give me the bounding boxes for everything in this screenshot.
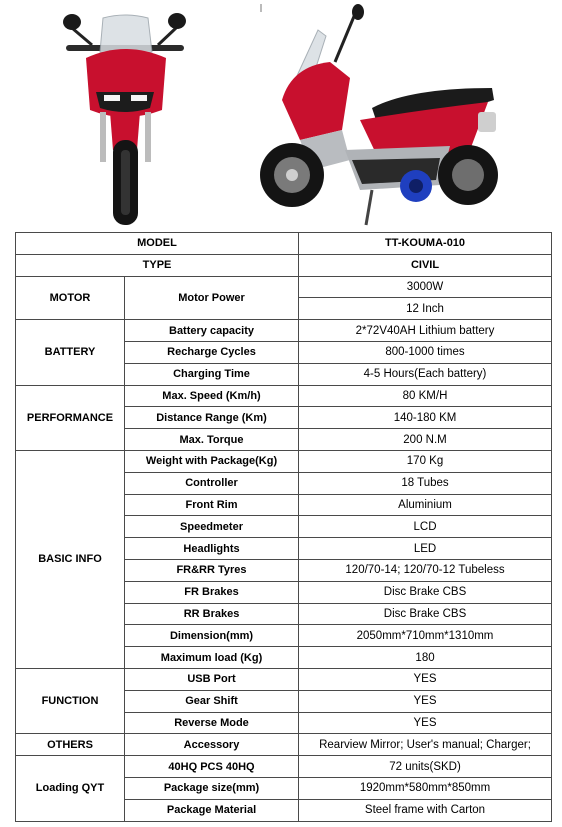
- table-row: [16, 320, 552, 342]
- spec-value: 2*72V40AH Lithium battery: [299, 320, 552, 342]
- spec-value: Disc Brake CBS: [299, 603, 552, 625]
- table-row: [16, 385, 552, 407]
- spec-value: 120/70-14; 120/70-12 Tubeless: [299, 559, 552, 581]
- product-photos: [0, 0, 562, 230]
- electric-scooter-side-photo: [260, 4, 498, 225]
- section-label: Loading QYT: [16, 756, 125, 821]
- spec-label: Distance Range (Km): [125, 407, 299, 429]
- spec-value: 800-1000 times: [299, 341, 552, 363]
- spec-label: Charging Time: [125, 363, 299, 385]
- table-row: [16, 233, 552, 255]
- spec-value: 18 Tubes: [299, 472, 552, 494]
- table-row: [16, 254, 552, 276]
- spec-table: [15, 232, 552, 822]
- section-label: OTHERS: [16, 734, 125, 756]
- spec-value: Steel frame with Carton: [299, 799, 552, 821]
- spec-value: YES: [299, 712, 552, 734]
- spec-value: 200 N.M: [299, 429, 552, 451]
- spec-value: 4-5 Hours(Each battery): [299, 363, 552, 385]
- spec-label: Maximum load (Kg): [125, 647, 299, 669]
- spec-label: FR&RR Tyres: [125, 559, 299, 581]
- spec-value: 2050mm*710mm*1310mm: [299, 625, 552, 647]
- spec-value: 140-180 KM: [299, 407, 552, 429]
- spec-label: Package size(mm): [125, 777, 299, 799]
- spec-value: LCD: [299, 516, 552, 538]
- spec-value: 180: [299, 647, 552, 669]
- spec-label: RR Brakes: [125, 603, 299, 625]
- model-value: TT-KOUMA-010: [299, 233, 552, 255]
- table-row: [16, 276, 552, 298]
- table-row: [16, 756, 552, 778]
- spec-label: Weight with Package(Kg): [125, 450, 299, 472]
- type-value: CIVIL: [299, 254, 552, 276]
- section-label: MOTOR: [16, 276, 125, 320]
- spec-label: USB Port: [125, 668, 299, 690]
- spec-value: 72 units(SKD): [299, 756, 552, 778]
- spec-label: Max. Torque: [125, 429, 299, 451]
- type-label: TYPE: [16, 254, 299, 276]
- spec-label: Recharge Cycles: [125, 341, 299, 363]
- spec-label: Battery capacity: [125, 320, 299, 342]
- spec-value: Disc Brake CBS: [299, 581, 552, 603]
- spec-label: Motor Power: [125, 276, 299, 320]
- spec-label: Gear Shift: [125, 690, 299, 712]
- spec-value: LED: [299, 538, 552, 560]
- table-row: [16, 668, 552, 690]
- spec-label: 40HQ PCS 40HQ: [125, 756, 299, 778]
- model-label: MODEL: [16, 233, 299, 255]
- spec-value: YES: [299, 690, 552, 712]
- spec-label: Accessory: [125, 734, 299, 756]
- spec-value: Rearview Mirror; User's manual; Charger;: [299, 734, 552, 756]
- spec-value: YES: [299, 668, 552, 690]
- table-row: [16, 734, 552, 756]
- spec-label: Controller: [125, 472, 299, 494]
- spec-label: Reverse Mode: [125, 712, 299, 734]
- spec-value: 1920mm*580mm*850mm: [299, 777, 552, 799]
- section-label: BATTERY: [16, 320, 125, 385]
- section-label: FUNCTION: [16, 668, 125, 733]
- electric-scooter-front-photo: [63, 13, 186, 225]
- section-label: BASIC INFO: [16, 450, 125, 668]
- spec-value: 170 Kg: [299, 450, 552, 472]
- spec-label: Package Material: [125, 799, 299, 821]
- spec-value: Aluminium: [299, 494, 552, 516]
- spec-value: 12 Inch: [299, 298, 552, 320]
- spec-label: Front Rim: [125, 494, 299, 516]
- spec-label: FR Brakes: [125, 581, 299, 603]
- spec-label: Speedmeter: [125, 516, 299, 538]
- table-row: [16, 450, 552, 472]
- spec-value: 3000W: [299, 276, 552, 298]
- spec-label: Max. Speed (Km/h): [125, 385, 299, 407]
- spec-value: 80 KM/H: [299, 385, 552, 407]
- spec-label: Dimension(mm): [125, 625, 299, 647]
- spec-label: Headlights: [125, 538, 299, 560]
- section-label: PERFORMANCE: [16, 385, 125, 450]
